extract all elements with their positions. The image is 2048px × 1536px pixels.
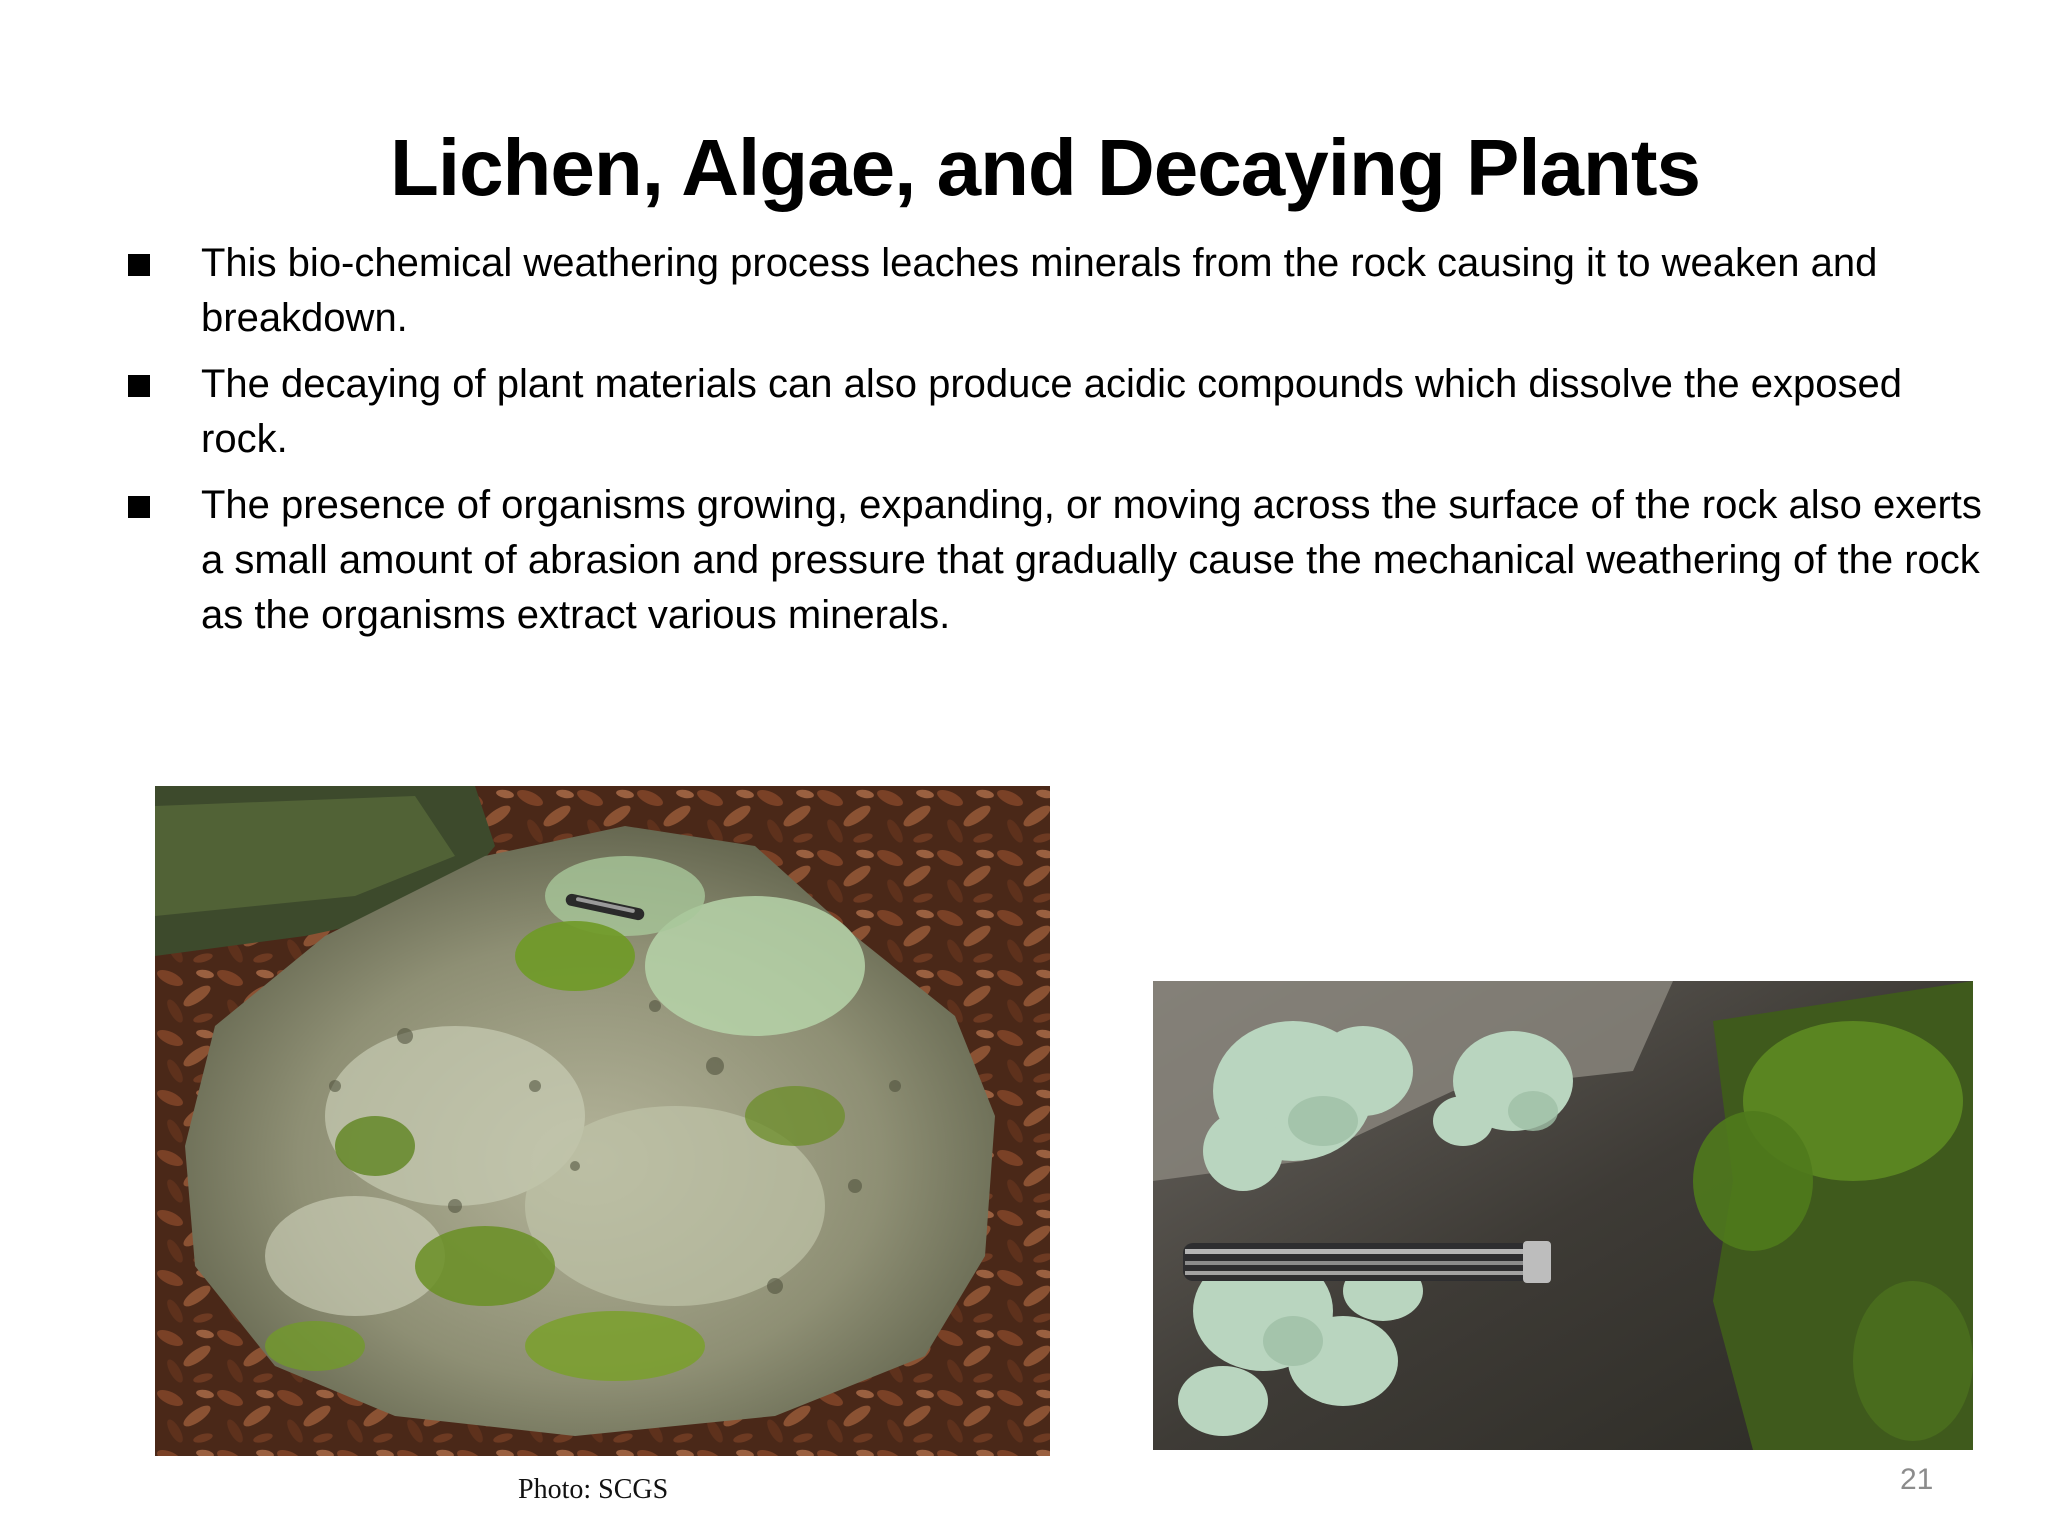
bullet-item [126, 357, 1986, 467]
bullet-item [126, 236, 1986, 346]
bullet-text: The decaying of plant materials can also produce acidic compounds which dissolve the exposed rock. [201, 362, 1902, 461]
square-bullet-icon [128, 254, 150, 276]
bullet-text: This bio-chemical weathering process leaches minerals from the rock causing it to weaken and breakdown. [201, 241, 1878, 340]
bullet-list [126, 236, 1986, 654]
page-number: 21 [1900, 1463, 1934, 1496]
bullet-text: The presence of organisms growing, expanding, or moving across the surface of the rock also exerts a small amount of abrasion and pressure that gradually cause the mechanical weathering of the rock as the organisms extract various minerals. [201, 483, 1982, 637]
square-bullet-icon [128, 375, 150, 397]
lichen-closeup-photo [1153, 981, 1973, 1450]
square-bullet-icon [128, 496, 150, 518]
slide-title: Lichen, Algae, and Decaying Plants [389, 123, 1701, 212]
lichen-boulder-photo [155, 786, 1050, 1456]
photo-credit: Photo: SCGS [518, 1474, 669, 1505]
bullet-item [126, 478, 1986, 643]
